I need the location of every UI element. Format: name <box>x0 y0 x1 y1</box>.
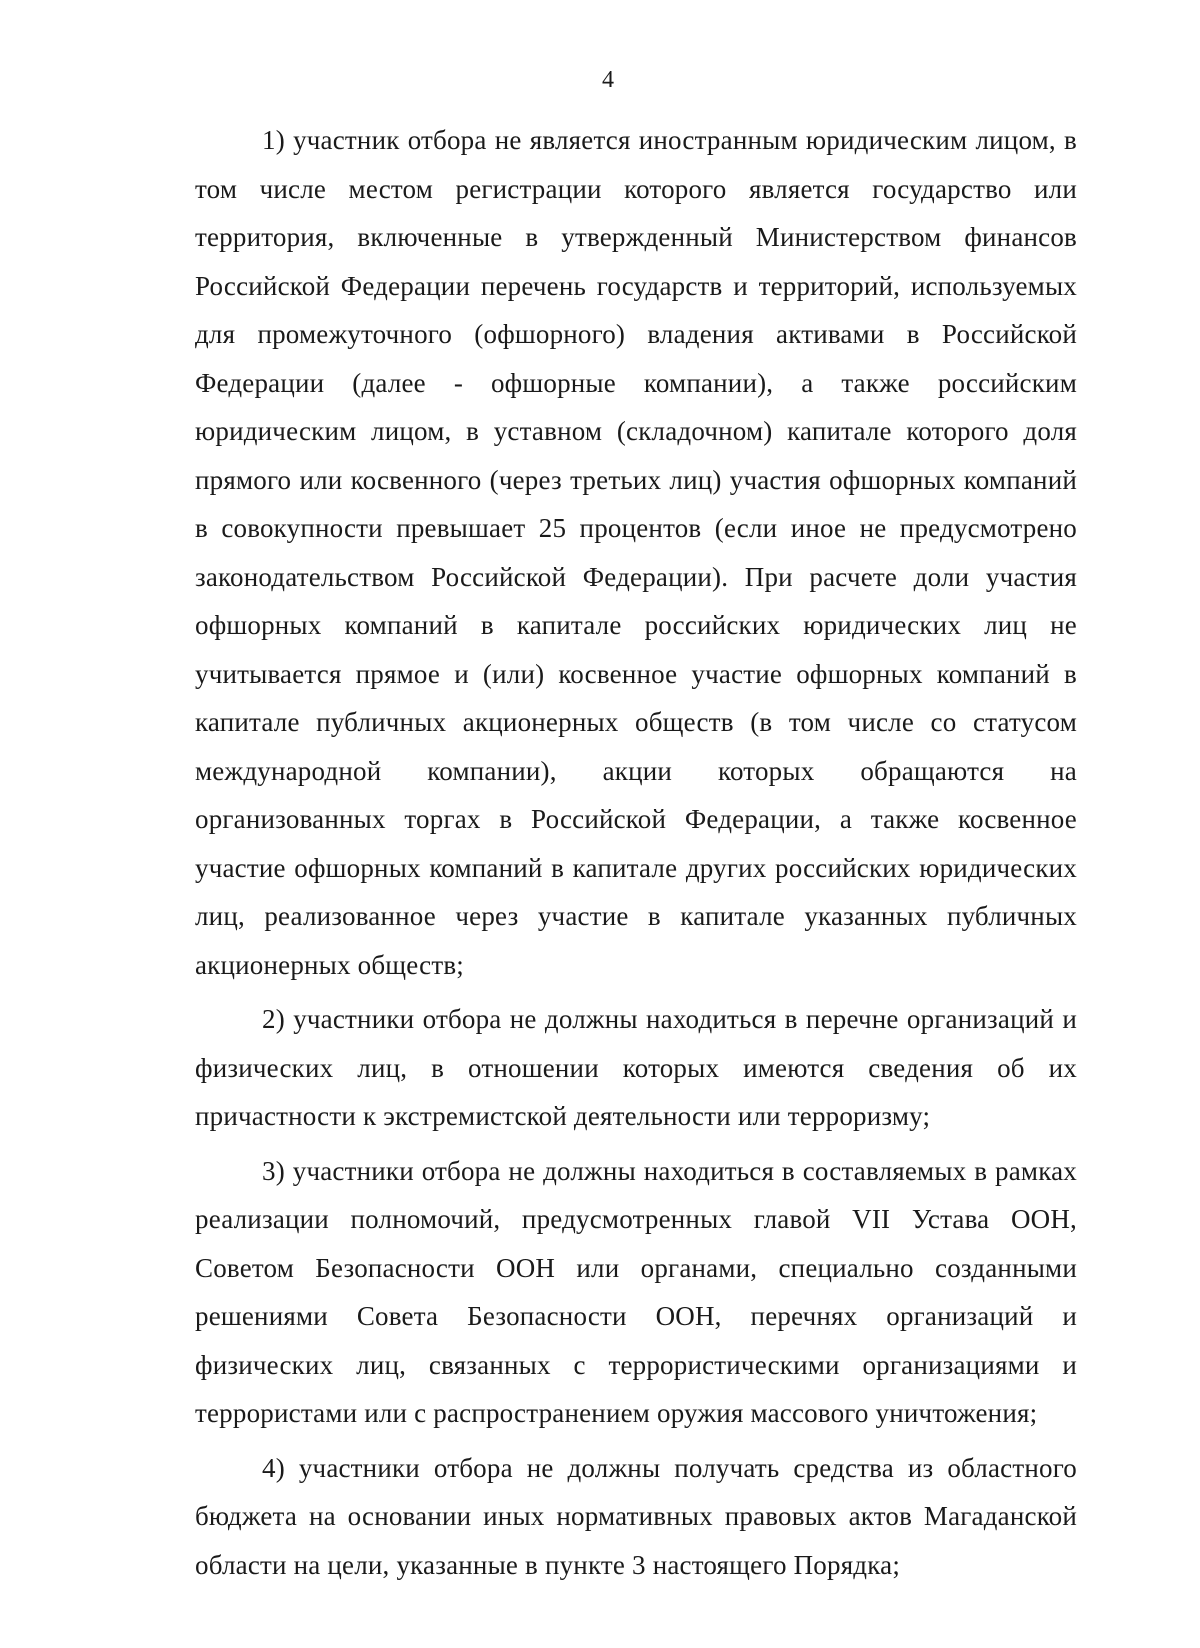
page-number: 4 <box>602 67 614 93</box>
document-body <box>195 116 1077 1595</box>
paragraph-item-1: 1) участник отбора не является иностранным юридическим лицом, в том числе местом регистрации которого является государство или территория, включенные в утвержденный Министерством финансов Российской Федерации перечень государств и территорий, используемых для промежуточного (офшорного) владения активами в Российской Федерации (далее - офшорные компании), а также российским юридическим лицом, в уставном (складочном) капитале которого доля прямого или косвенного (через третьих лиц) участия офшорных компаний в совокупности превышает 25 процентов (если иное не предусмотрено законодательством Российской Федерации). При расчете доли участия офшорных компаний в капитале российских юридических лиц не учитывается прямое и (или) косвенное участие офшорных компаний в капитале публичных акционерных обществ (в том числе со статусом международной компании), акции которых обращаются на организованных торгах в Российской Федерации, а также косвенное участие офшорных компаний в капитале других российских юридических лиц, реализованное через участие в капитале указанных публичных акционерных обществ; <box>195 125 1077 980</box>
paragraph-item-4: 4) участники отбора не должны получать средства из областного бюджета на основании иных нормативных правовых актов Магаданской области на цели, указанные в пункте 3 настоящего Порядка; <box>195 1452 1077 1580</box>
paragraph-item-3: 3) участники отбора не должны находиться в составляемых в рамках реализации полномочий, предусмотренных главой VII Устава ООН, Советом Безопасности ООН или органами, специально созданными решениями Совета Безопасности ООН, перечнях организаций и физических лиц, связанных с террористическими организациями и террористами или с распространением оружия массового уничтожения; <box>195 1155 1077 1428</box>
paragraph-item-2: 2) участники отбора не должны находиться в перечне организаций и физических лиц, в отношении которых имеются сведения об их причастности к экстремистской деятельности или терроризму; <box>195 1004 1077 1131</box>
